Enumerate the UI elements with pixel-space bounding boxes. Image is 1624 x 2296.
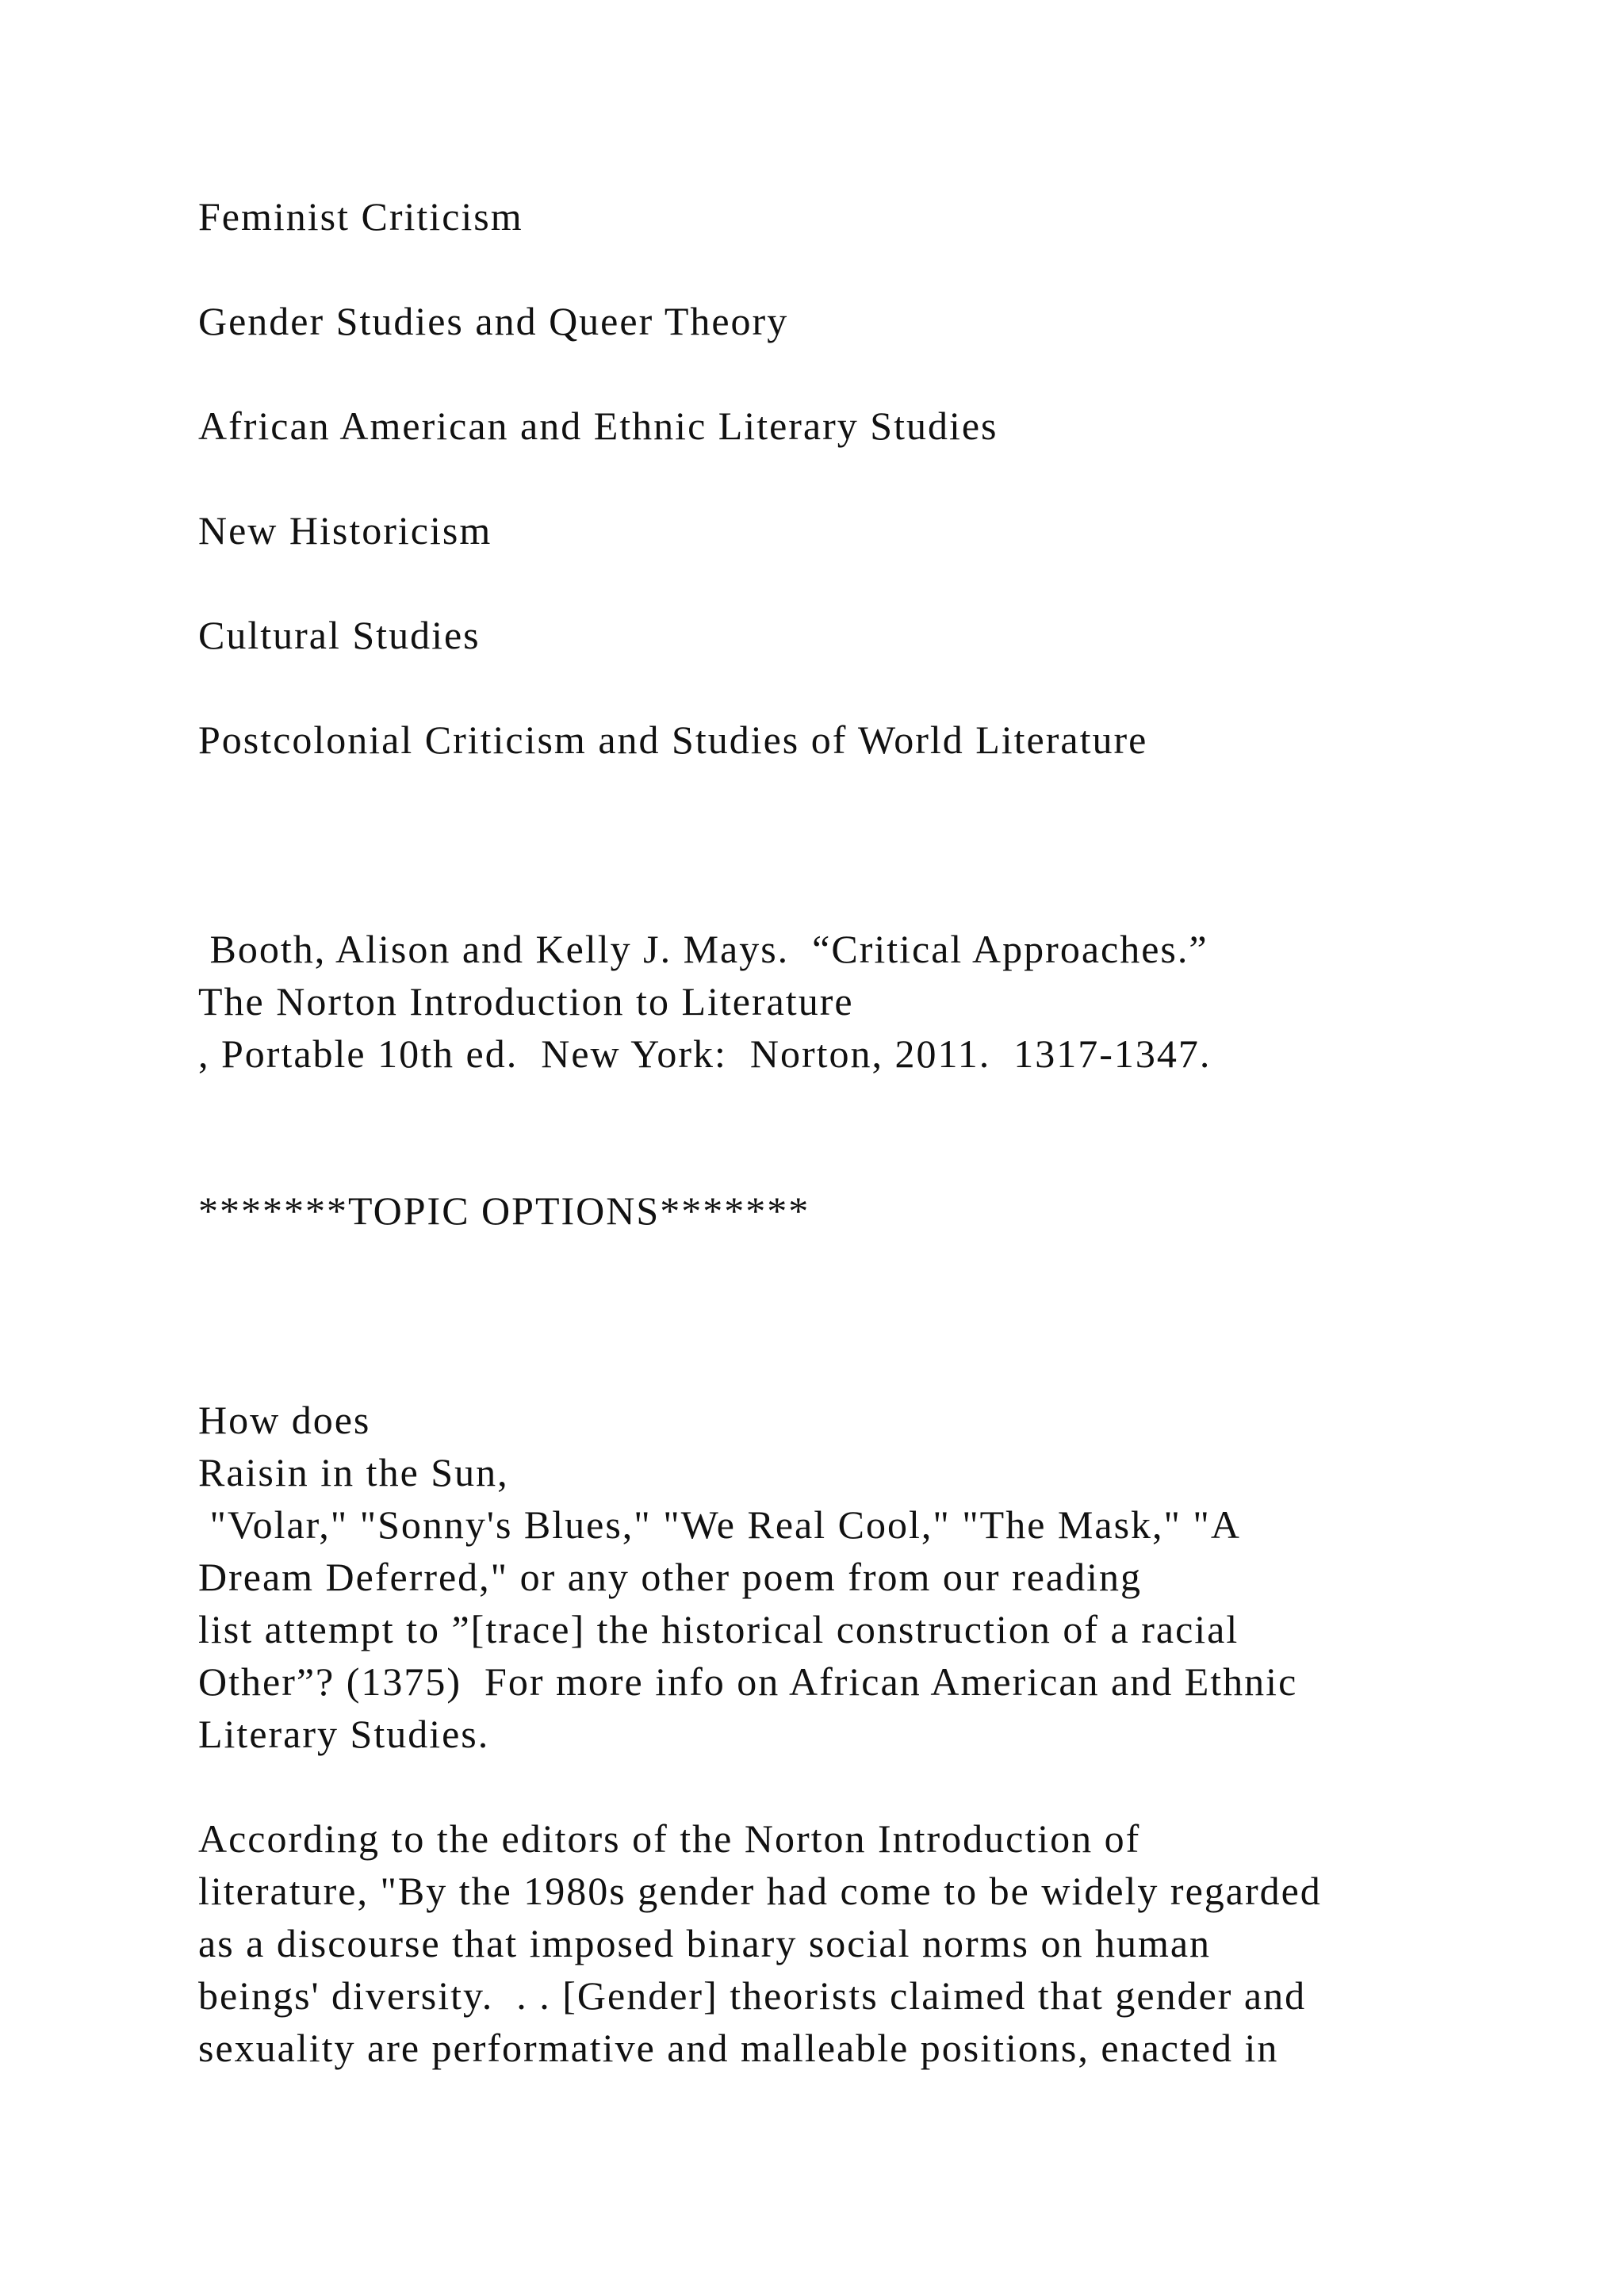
paragraph-line: Dream Deferred," or any other poem from our reading [198,1555,1143,1599]
spacer [198,452,1507,504]
spacer [198,557,1507,609]
paragraph-line: Other”? (1375) For more info on African American and Ethnic [198,1659,1298,1704]
paragraph-line: Literary Studies. [198,1712,490,1756]
spacer [198,766,1507,923]
spacer [198,1760,1507,1812]
paragraph-line: How does [198,1398,371,1442]
approach-item: Feminist Criticism [198,194,523,239]
approach-item: African American and Ethnic Literary Studies [198,404,998,448]
topic-options-heading: *******TOPIC OPTIONS******* [198,1188,810,1233]
spacer [198,1237,1507,1394]
paragraph-line: list attempt to ”[trace] the historical construction of a racial [198,1607,1239,1651]
spacer [198,243,1507,295]
approach-item: Cultural Studies [198,613,481,657]
spacer [198,1132,1507,1184]
citation-line: Booth, Alison and Kelly J. Mays. “Critical Approaches.” [198,927,1208,971]
paragraph-line: sexuality are performative and malleable positions, enacted in [198,2026,1279,2070]
citation-line: , Portable 10th ed. New York: Norton, 2011. 1317-1347. [198,1031,1212,1076]
approach-item: Gender Studies and Queer Theory [198,299,789,343]
citation-book-title: The Norton Introduction to Literature [198,979,854,1024]
paragraph-line: beings' diversity. . . [Gender] theorists claimed that gender and [198,1973,1307,2018]
paragraph-line: Raisin in the Sun, [198,1450,509,1494]
spacer [198,1080,1507,1132]
topic-paragraph-2 [198,1812,1507,2074]
paragraph-line: "Volar," "Sonny's Blues," "We Real Cool," "The Mask," "A [198,1502,1241,1547]
document-page [198,190,1507,2074]
paragraph-line: as a discourse that imposed binary social norms on human [198,1921,1212,1965]
approach-item: Postcolonial Criticism and Studies of World Literature [198,718,1148,762]
approach-item: New Historicism [198,508,492,553]
paragraph-line: According to the editors of the Norton Introduction of [198,1816,1141,1861]
spacer [198,661,1507,714]
spacer [198,347,1507,400]
paragraph-line: literature, "By the 1980s gender had come to be widely regarded [198,1869,1322,1913]
topic-paragraph-1 [198,1394,1507,1760]
